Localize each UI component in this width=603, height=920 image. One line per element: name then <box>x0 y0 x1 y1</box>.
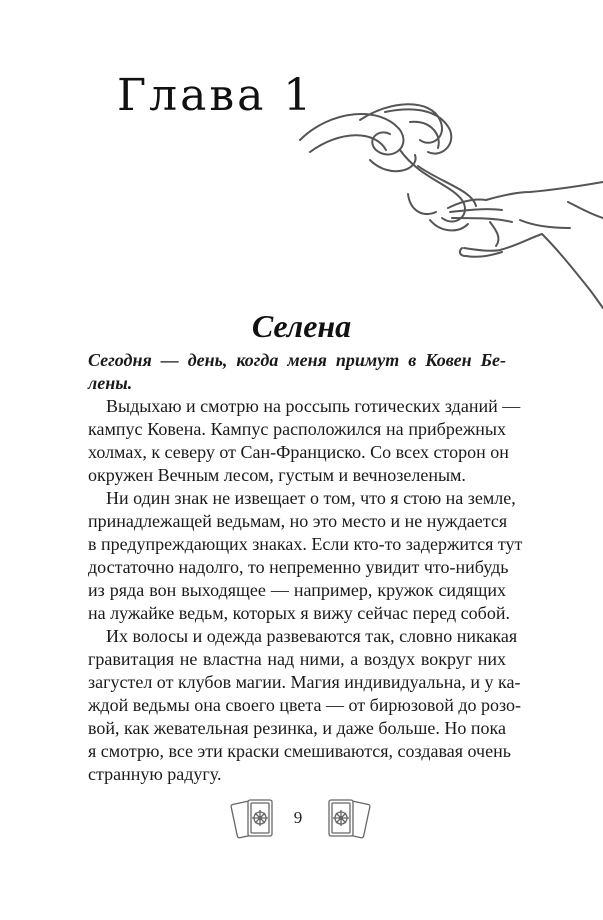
paragraph-line: кампус Ковена. Кампус расположился на прибрежных <box>88 419 506 439</box>
hand-with-smoke-icon <box>290 100 603 310</box>
paragraph-line: в предупреждающих знаках. Если кто-то задержится тут <box>88 534 523 554</box>
tarot-cards-icon <box>317 796 373 842</box>
tarot-cards-icon <box>228 796 284 842</box>
paragraph-line: вой, как жевательная резинка, и даже больше. Но пока <box>88 718 506 738</box>
paragraph-line: окружен Вечным лесом, густым и вечнозеленым. <box>88 465 466 485</box>
paragraph-line: странную радугу. <box>88 764 222 784</box>
paragraph-line: на лужайке ведьм, которых я вижу сейчас перед собой. <box>88 603 510 623</box>
paragraph-line: гравитация не властна над ними, а воздух вокруг них <box>88 649 506 669</box>
paragraph-line: холмах, к северу от Сан-Франциско. Со всех сторон он <box>88 442 509 462</box>
paragraph-line: Ни один знак не извещает о том, что я стою на земле, <box>106 488 516 508</box>
chapter-title: Глава 1 <box>117 70 315 121</box>
lead-line: лены. <box>88 373 133 393</box>
page-footer <box>0 796 603 846</box>
paragraph-line: Выдыхаю и смотрю на россыпь готических зданий — <box>106 396 521 416</box>
paragraph-line: ждой ведьмы она своего цвета — от бирюзовой до розо- <box>88 695 521 715</box>
section-title: Селена <box>251 308 352 344</box>
paragraph-line: я смотрю, все эти краски смешиваются, создавая очень <box>88 741 511 761</box>
lead-line: Сегодня — день, когда меня примут в Ковен Бе- <box>88 350 506 370</box>
paragraph-line: из ряда вон выходящее — например, кружок сидящих <box>88 580 506 600</box>
paragraph-line: достаточно надолго, то непременно увидит что-нибудь <box>88 557 509 577</box>
paragraph-line: загустел от клубов магии. Магия индивидуальна, и у ка- <box>88 672 521 692</box>
body-text <box>88 349 523 786</box>
paragraph-line: принадлежащей ведьмам, но это место и не нуждается <box>88 511 508 531</box>
page-number: 9 <box>293 808 303 827</box>
paragraph-line: Их волосы и одежда развеваются так, словно никакая <box>106 626 518 646</box>
